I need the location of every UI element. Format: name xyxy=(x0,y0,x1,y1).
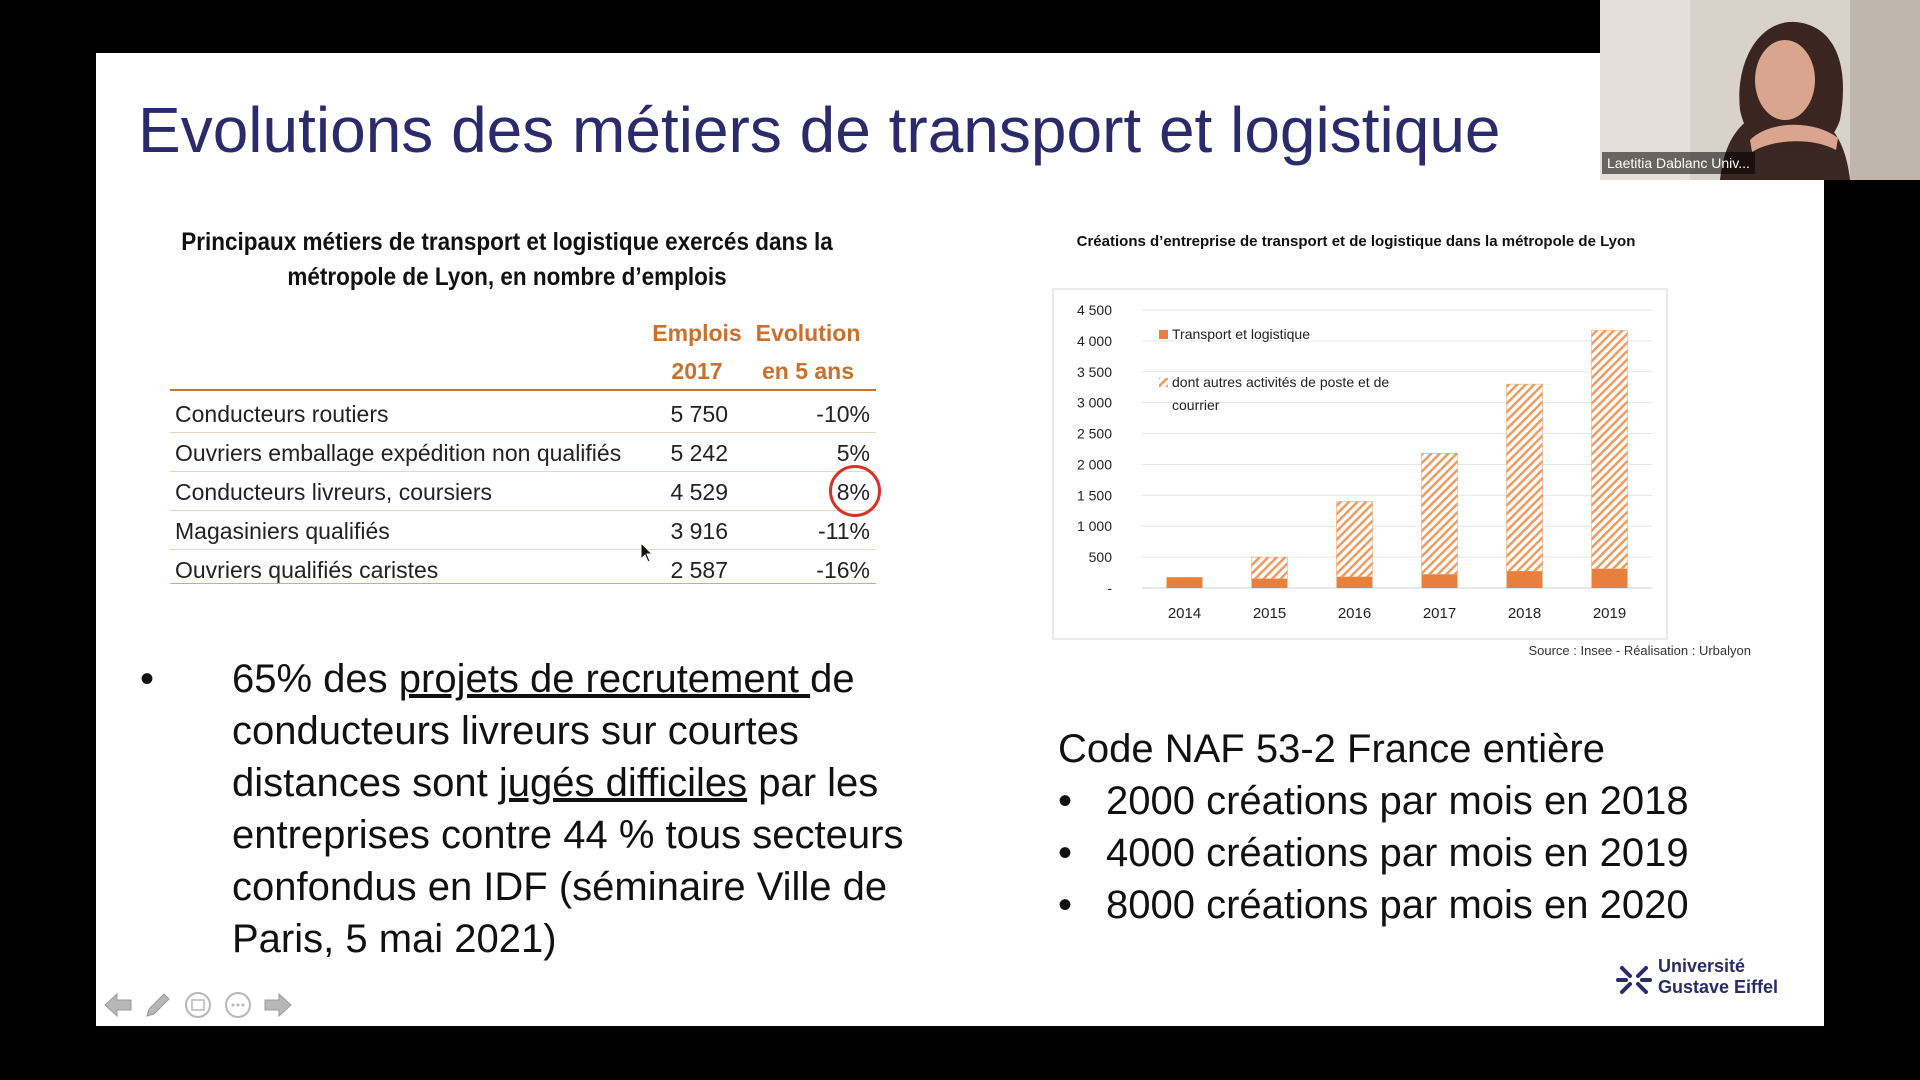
naf-item xyxy=(1058,879,1689,931)
naf-item-text: 2000 créations par mois en 2018 xyxy=(1106,779,1689,823)
row-label: Conducteurs livreurs, coursiers xyxy=(175,479,493,505)
slide xyxy=(96,53,1824,1026)
bar-transport-logistique xyxy=(1507,571,1543,588)
recruitment-text xyxy=(232,653,932,965)
arrow-right-icon xyxy=(263,992,293,1018)
row-evolution: 8% xyxy=(836,479,870,505)
bullet-dot: • xyxy=(140,657,155,701)
row-evolution: 5% xyxy=(836,440,870,466)
bar-poste-courrier xyxy=(1507,384,1543,571)
underlined-text-recrutement: projets de recrutement xyxy=(398,657,811,701)
naf-title: Code NAF 53-2 France entière xyxy=(1058,727,1605,771)
x-tick-label: 2019 xyxy=(1592,605,1627,622)
participant-name: Laetitia Dablanc Univ... xyxy=(1602,152,1755,174)
legend-swatch-poste xyxy=(1159,378,1168,387)
row-evolution: -11% xyxy=(818,518,870,544)
slideshow-controls xyxy=(102,988,294,1022)
previous-slide-button[interactable] xyxy=(102,989,134,1021)
column-header-emplois-line1: Emplois xyxy=(652,320,742,346)
legend-label-poste-line2: courrier xyxy=(1172,397,1220,413)
y-tick-label: 3 500 xyxy=(1076,363,1112,380)
column-header-evolution-line1: Evolution xyxy=(755,320,861,346)
pen-icon xyxy=(143,990,173,1020)
x-tick-label: 2014 xyxy=(1167,605,1202,622)
underlined-text-difficiles: jugés difficiles xyxy=(498,761,748,805)
participant-video-tile[interactable] xyxy=(1600,0,1920,180)
bar-poste-courrier xyxy=(1252,557,1288,579)
text-segment: par les entreprises contre 44 % tous secteurs confondus en IDF (séminaire Ville de Paris, 5 mai 2021) xyxy=(232,761,904,961)
row-label: Magasiniers qualifiés xyxy=(175,518,390,544)
bar-transport-logistique xyxy=(1167,577,1203,588)
naf-section xyxy=(1058,723,1689,931)
chart-source: Source : Insee - Réalisation : Urbalyon xyxy=(1528,643,1751,658)
y-tick-label: 4 500 xyxy=(1076,302,1112,318)
university-logo-icon xyxy=(1616,962,1652,998)
bullet-dot: • xyxy=(1058,831,1073,875)
more-options-icon xyxy=(224,991,252,1019)
legend-label-transport: Transport et logistique xyxy=(1172,326,1310,342)
y-tick-label: 2 000 xyxy=(1076,456,1112,473)
row-value: 3 916 xyxy=(670,518,728,544)
naf-item-text: 8000 créations par mois en 2020 xyxy=(1106,883,1689,927)
slide-title: Evolutions des métiers de transport et logistique xyxy=(138,94,1501,166)
table-row xyxy=(170,510,876,549)
y-tick-label: 500 xyxy=(1088,549,1112,566)
logo-line1: Université xyxy=(1658,956,1746,976)
bar-transport-logistique xyxy=(1422,574,1458,588)
row-value: 2 587 xyxy=(670,557,728,583)
bar-poste-courrier xyxy=(1592,330,1628,568)
bullet-dot: • xyxy=(1058,883,1073,927)
y-tick-label: 3 000 xyxy=(1076,394,1112,411)
mouse-cursor-icon xyxy=(640,542,654,564)
row-label: Ouvriers emballage expédition non qualifiés xyxy=(175,440,622,466)
x-tick-label: 2018 xyxy=(1507,605,1542,622)
y-tick-label: 1 500 xyxy=(1076,487,1112,504)
naf-item xyxy=(1058,775,1689,827)
more-options-button[interactable] xyxy=(222,989,254,1021)
slides-icon xyxy=(184,991,212,1019)
logo-line2: Gustave Eiffel xyxy=(1658,977,1779,997)
table-title: Principaux métiers de transport et logistique exercés dans la métropole de Lyon, en nombre d’emplois xyxy=(181,228,833,291)
column-header-emplois-line2: 2017 xyxy=(671,358,723,384)
pen-tool-button[interactable] xyxy=(142,989,174,1021)
legend-label-poste-line1: dont autres activités de poste et de xyxy=(1172,374,1390,390)
slide-view-button[interactable] xyxy=(182,989,214,1021)
table-header-rule xyxy=(170,389,876,391)
chart-title: Créations d’entreprise de transport et de logistique dans la métropole de Lyon xyxy=(1076,233,1636,250)
table-row xyxy=(170,393,876,432)
row-evolution: -16% xyxy=(816,557,870,583)
bullet-dot: • xyxy=(1058,779,1073,823)
naf-item-text: 4000 créations par mois en 2019 xyxy=(1106,831,1689,875)
naf-item xyxy=(1058,827,1689,879)
y-tick-label: 1 000 xyxy=(1076,518,1112,535)
y-tick-label: - xyxy=(1107,580,1112,596)
y-tick-label: 4 000 xyxy=(1076,332,1112,349)
row-value: 5 242 xyxy=(670,440,728,466)
row-value: 5 750 xyxy=(670,401,728,427)
legend-swatch-transport xyxy=(1159,330,1168,339)
university-logo xyxy=(1616,956,1816,1006)
row-evolution: -10% xyxy=(816,401,870,427)
next-slide-button[interactable] xyxy=(262,989,294,1021)
bar-transport-logistique xyxy=(1252,579,1288,588)
bar-chart xyxy=(1052,288,1668,640)
bar-poste-courrier xyxy=(1422,453,1458,574)
bar-transport-logistique xyxy=(1337,577,1373,588)
text-segment: 65% des xyxy=(232,657,399,701)
bar-poste-courrier xyxy=(1337,502,1373,577)
table-bottom-rule xyxy=(170,583,876,584)
arrow-left-icon xyxy=(103,992,133,1018)
column-header-evolution xyxy=(748,314,868,390)
highlight-circle xyxy=(829,465,881,517)
row-label: Conducteurs routiers xyxy=(175,401,389,427)
column-header-emplois xyxy=(651,314,743,390)
text-segment: de conducteurs livreurs sur courtes distances sont xyxy=(232,657,855,805)
table-row xyxy=(170,471,876,510)
row-label: Ouvriers qualifiés caristes xyxy=(175,557,439,583)
y-tick-label: 2 500 xyxy=(1076,425,1112,442)
bar-transport-logistique xyxy=(1592,569,1628,588)
x-tick-label: 2016 xyxy=(1337,605,1372,622)
table-row xyxy=(170,432,876,471)
university-logo-text xyxy=(1658,956,1778,998)
x-tick-label: 2015 xyxy=(1252,605,1287,622)
row-value: 4 529 xyxy=(670,479,728,505)
x-tick-label: 2017 xyxy=(1422,605,1457,622)
column-header-evolution-line2: en 5 ans xyxy=(761,358,855,384)
